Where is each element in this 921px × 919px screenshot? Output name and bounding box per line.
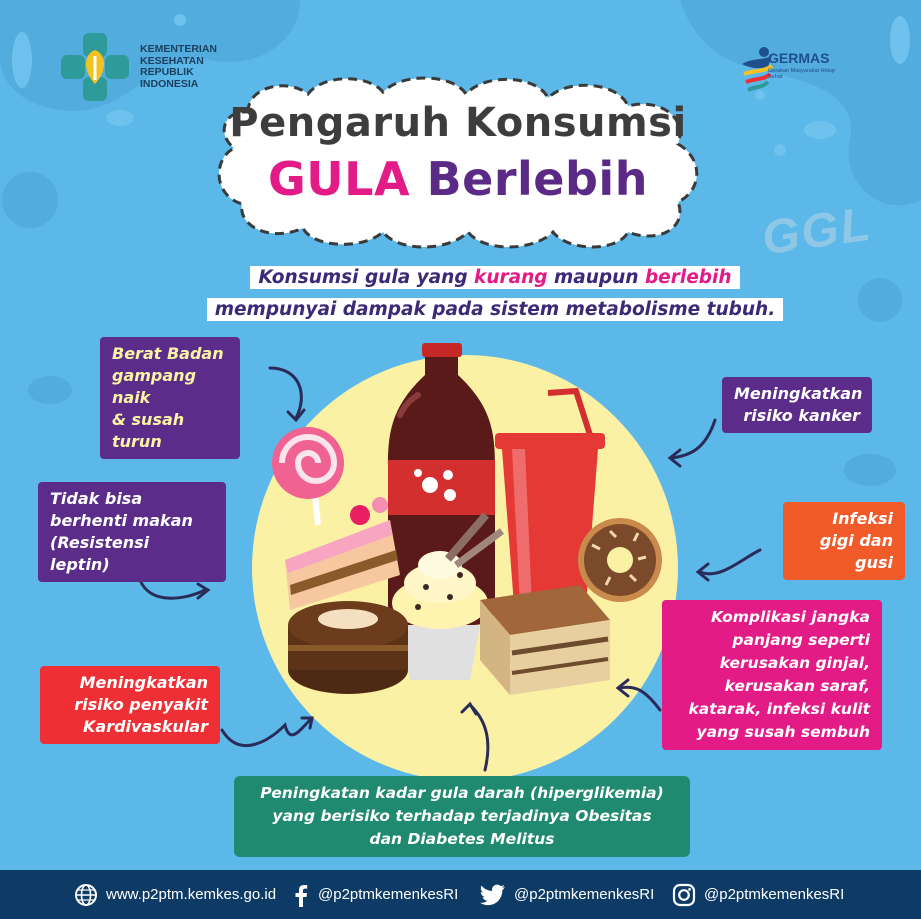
subtitle	[200, 262, 790, 326]
cake-slice-icon	[285, 497, 400, 610]
effect-kanker	[722, 377, 872, 433]
ggl-badge: GGL	[758, 197, 876, 266]
kemenkes-emblem-icon	[58, 30, 132, 104]
instagram-icon	[672, 883, 696, 907]
facebook-icon	[292, 883, 310, 907]
effect-komplikasi	[662, 600, 882, 750]
label-line: dan Diabetes Melitus	[369, 830, 555, 848]
donut-icon	[578, 518, 662, 602]
label-line: Meningkatkan	[79, 673, 208, 692]
twitter-text: @p2ptmkemenkesRI	[514, 886, 655, 903]
label-line: kerusakan saraf,	[724, 677, 870, 695]
label-line: Komplikasi jangka	[710, 608, 870, 626]
label-line: gampang naik	[112, 366, 197, 407]
ministry-name	[140, 44, 217, 90]
title-line-2	[208, 152, 708, 206]
label-line: Infeksi	[832, 509, 893, 528]
subtitle-highlight-berlebih: berlebih	[644, 267, 732, 288]
twitter-link[interactable]	[480, 870, 654, 919]
ministry-line: REPUBLIK	[140, 66, 194, 78]
website-text: www.p2ptm.kemkes.go.id	[106, 886, 277, 903]
label-line: Peningkatan kadar gula darah (hiperglikemia)	[260, 784, 664, 802]
subtitle-highlight-kurang: kurang	[474, 267, 548, 288]
label-line: kerusakan ginjal,	[719, 654, 870, 672]
facebook-link[interactable]	[292, 870, 458, 919]
label-line: Tidak bisa	[50, 489, 143, 508]
label-line: katarak, infeksi kulit	[688, 700, 870, 718]
footer-bar	[0, 870, 921, 919]
label-line: Kardivaskular	[83, 717, 208, 736]
subtitle-line-2: mempunyai dampak pada sistem metabolisme tubuh.	[207, 298, 784, 321]
tiramisu-icon	[480, 585, 610, 695]
title-word-gula: GULA	[268, 152, 411, 206]
label-line: Berat Badan	[112, 344, 224, 363]
germas-logo	[738, 44, 868, 100]
twitter-icon	[480, 884, 506, 906]
title-line-1: Pengaruh Konsumsi	[229, 100, 687, 146]
label-line: risiko penyakit	[74, 695, 208, 714]
effect-infeksi-gigi	[783, 502, 905, 580]
sweets-illustration	[250, 335, 690, 715]
chocolate-cake-icon	[288, 601, 408, 694]
label-line: yang berisiko terhadap terjadinya Obesitas	[272, 807, 652, 825]
instagram-text: @p2ptmkemenkesRI	[704, 886, 845, 903]
lollipop-icon	[272, 427, 344, 525]
ministry-line: KEMENTERIAN	[140, 43, 218, 55]
label-line: yang susah sembuh	[696, 723, 870, 741]
subtitle-text: Konsumsi gula yang	[258, 267, 475, 288]
title-word-berlebih: Berlebih	[426, 152, 648, 206]
label-line: berhenti makan	[50, 511, 193, 530]
kemenkes-logo	[58, 30, 217, 104]
facebook-text: @p2ptmkemenkesRI	[318, 886, 459, 903]
website-link[interactable]	[74, 870, 276, 919]
globe-icon	[74, 883, 98, 907]
subtitle-text: maupun	[547, 267, 645, 288]
label-line: risiko kanker	[743, 406, 860, 425]
instagram-link[interactable]	[672, 870, 844, 919]
germas-subtitle: Gerakan Masyarakat Hidup Sehat	[768, 68, 835, 80]
label-line: (Resistensi leptin)	[50, 533, 150, 574]
effect-berat-badan	[100, 337, 240, 459]
germas-title: GERMAS	[768, 50, 830, 66]
effect-hiperglikemia	[234, 776, 690, 857]
label-line: panjang seperti	[732, 631, 870, 649]
label-line: Meningkatkan	[734, 384, 863, 403]
ministry-line: KESEHATAN	[140, 54, 204, 67]
subtitle-line-1	[250, 266, 739, 289]
label-line: gigi dan gusi	[819, 531, 893, 572]
effect-tidak-bisa-berhenti	[38, 482, 226, 582]
label-line: & susah turun	[112, 410, 185, 451]
ministry-line: INDONESIA	[140, 77, 199, 90]
effect-kardiovaskular	[40, 666, 220, 744]
